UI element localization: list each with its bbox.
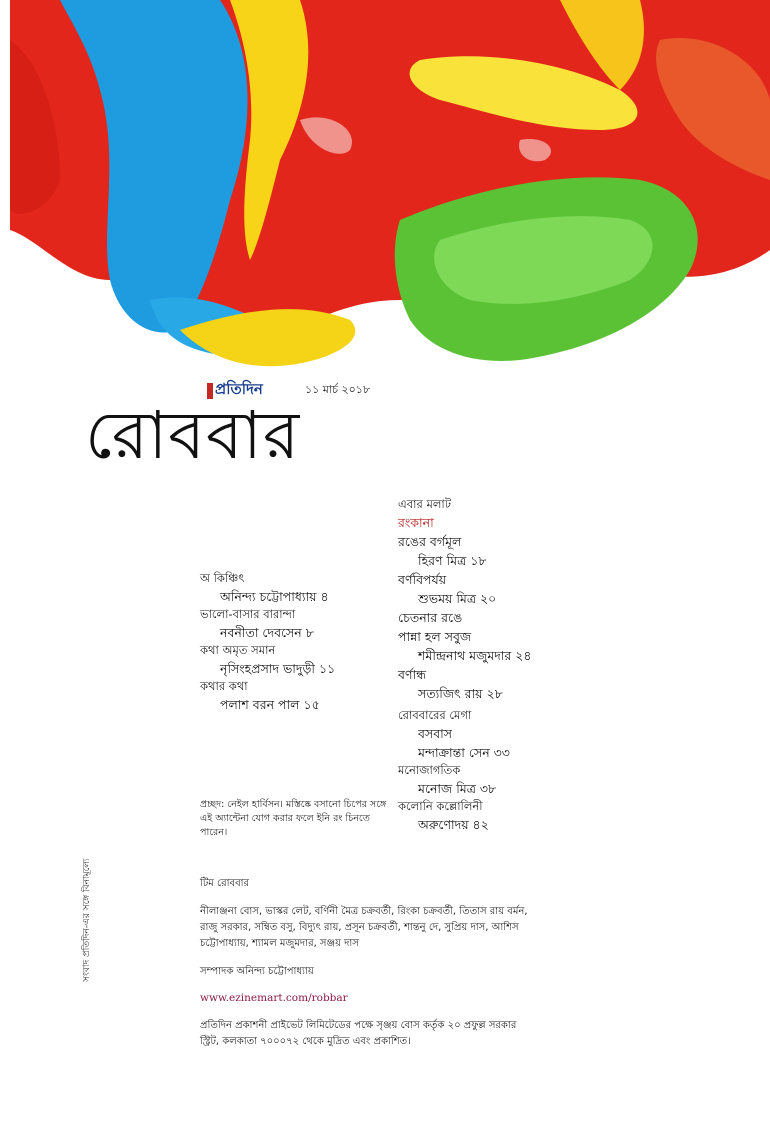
publisher-note: প্রতিদিন প্রকাশনী প্রাইভেট লিমিটেডের পক্ষে সৃঞ্জয় বোস কর্তৃক ২০ প্রফুল্ল সরকার স্ট্রিট, কলকাতা ৭০০০৭২ থেকে মুদ্রিত এবং প্রকাশিত।	[200, 1020, 517, 1047]
toc-section: কথার কথা	[200, 679, 248, 693]
toc-section: রোববারের মেগা	[398, 708, 472, 722]
cover-story-label: এবার মলাট	[398, 497, 452, 511]
cover-story-theme: রংকানা	[398, 515, 434, 530]
toc-item-author: নবনীতা দেবসেন ৮	[220, 625, 314, 640]
toc-item-author: নৃসিংহপ্রসাদ ভাদুড়ী ১১	[220, 661, 336, 676]
free-supplement-note: সংবাদ প্রতিদিন-এর সঙ্গে বিনামূল্যে	[82, 858, 92, 982]
toc-item-author: অনিন্দ্য চট্টোপাধ্যায় ৪	[220, 589, 329, 604]
toc-section: কলোনি কল্লোলিনী	[398, 799, 483, 813]
toc-item-author: মন্দাক্রান্তা সেন ৩৩	[418, 745, 510, 760]
toc-section: মনোজাগতিক	[398, 763, 461, 777]
toc-section: অ কিঞ্চিৎ	[200, 571, 245, 585]
team-members: নীলাঞ্জনা বোস, ভাস্কর লেট, বর্ণিনী মৈত্র চক্রবর্তী, রিংকা চক্রবর্তী, তিতাস রায় বর্মন, রাজু সরকার, সম্বিত বসু, বিদ্যুৎ রায়, প্রসূন চক্রবর্তী, শান্তনু দে, সুপ্রিয় দাস, আশিস চট্টোপাধ্যায়, শ্যামল মজুমদার, সঞ্জয় দাস	[200, 906, 528, 949]
magazine-title: রোববার	[85, 397, 301, 474]
toc-item-author: শমীন্দ্রনাথ মজুমদার ২৪	[418, 648, 532, 663]
toc-item-author: অরুণোদয় ৪২	[418, 817, 489, 832]
toc-section: কথা অমৃত সমান	[200, 643, 276, 657]
masthead	[85, 378, 385, 488]
cover-caption: প্রচ্ছদ: নেইল হার্বিসন। মস্তিষ্কে বসানো চিপের সঙ্গে এই অ্যান্টেনা যোগ করার ফলে ইনি রং চিনতে পারেন।	[200, 799, 387, 838]
toc-item-author: হিরণ মিত্র ১৮	[418, 553, 487, 568]
editor-credit: সম্পাদক অনিন্দ্য চট্টোপাধ্যায়	[200, 966, 314, 977]
toc-item-title: বর্ণবিপর্যয়	[398, 572, 447, 587]
credits	[200, 876, 530, 1050]
toc-item-author: মনোজ মিত্র ৩৮	[418, 781, 497, 796]
toc-item-author: পলাশ বরন পাল ১৫	[220, 697, 320, 712]
toc-item-title: পান্না হল সবুজ	[398, 629, 472, 644]
toc-item-title: রঙের বর্গমূল	[398, 534, 462, 549]
cover-artwork	[0, 0, 770, 420]
toc-item-title: চেতনার রঙে	[398, 610, 463, 625]
toc-item-author: শুভময় মিত্র ২০	[418, 591, 497, 606]
team-label: টিম রোববার	[200, 878, 250, 889]
brand-name: প্রতিদিন	[215, 380, 263, 398]
cover-story-toc	[398, 496, 598, 834]
toc-section: ভালো-বাসার বারান্দা	[200, 607, 296, 621]
toc-item-author: সত্যজিৎ রায় ২৮	[418, 686, 503, 701]
issue-date: ১১ মার্চ ২০১৮	[305, 383, 371, 396]
website-link[interactable]: www.ezinemart.com/robbar	[200, 992, 348, 1004]
toc-item-title: বর্ণান্ধ	[398, 667, 427, 682]
regular-columns-toc	[200, 570, 390, 714]
toc-item-title: বসবাস	[418, 726, 453, 741]
paint-strokes-image	[0, 0, 770, 420]
